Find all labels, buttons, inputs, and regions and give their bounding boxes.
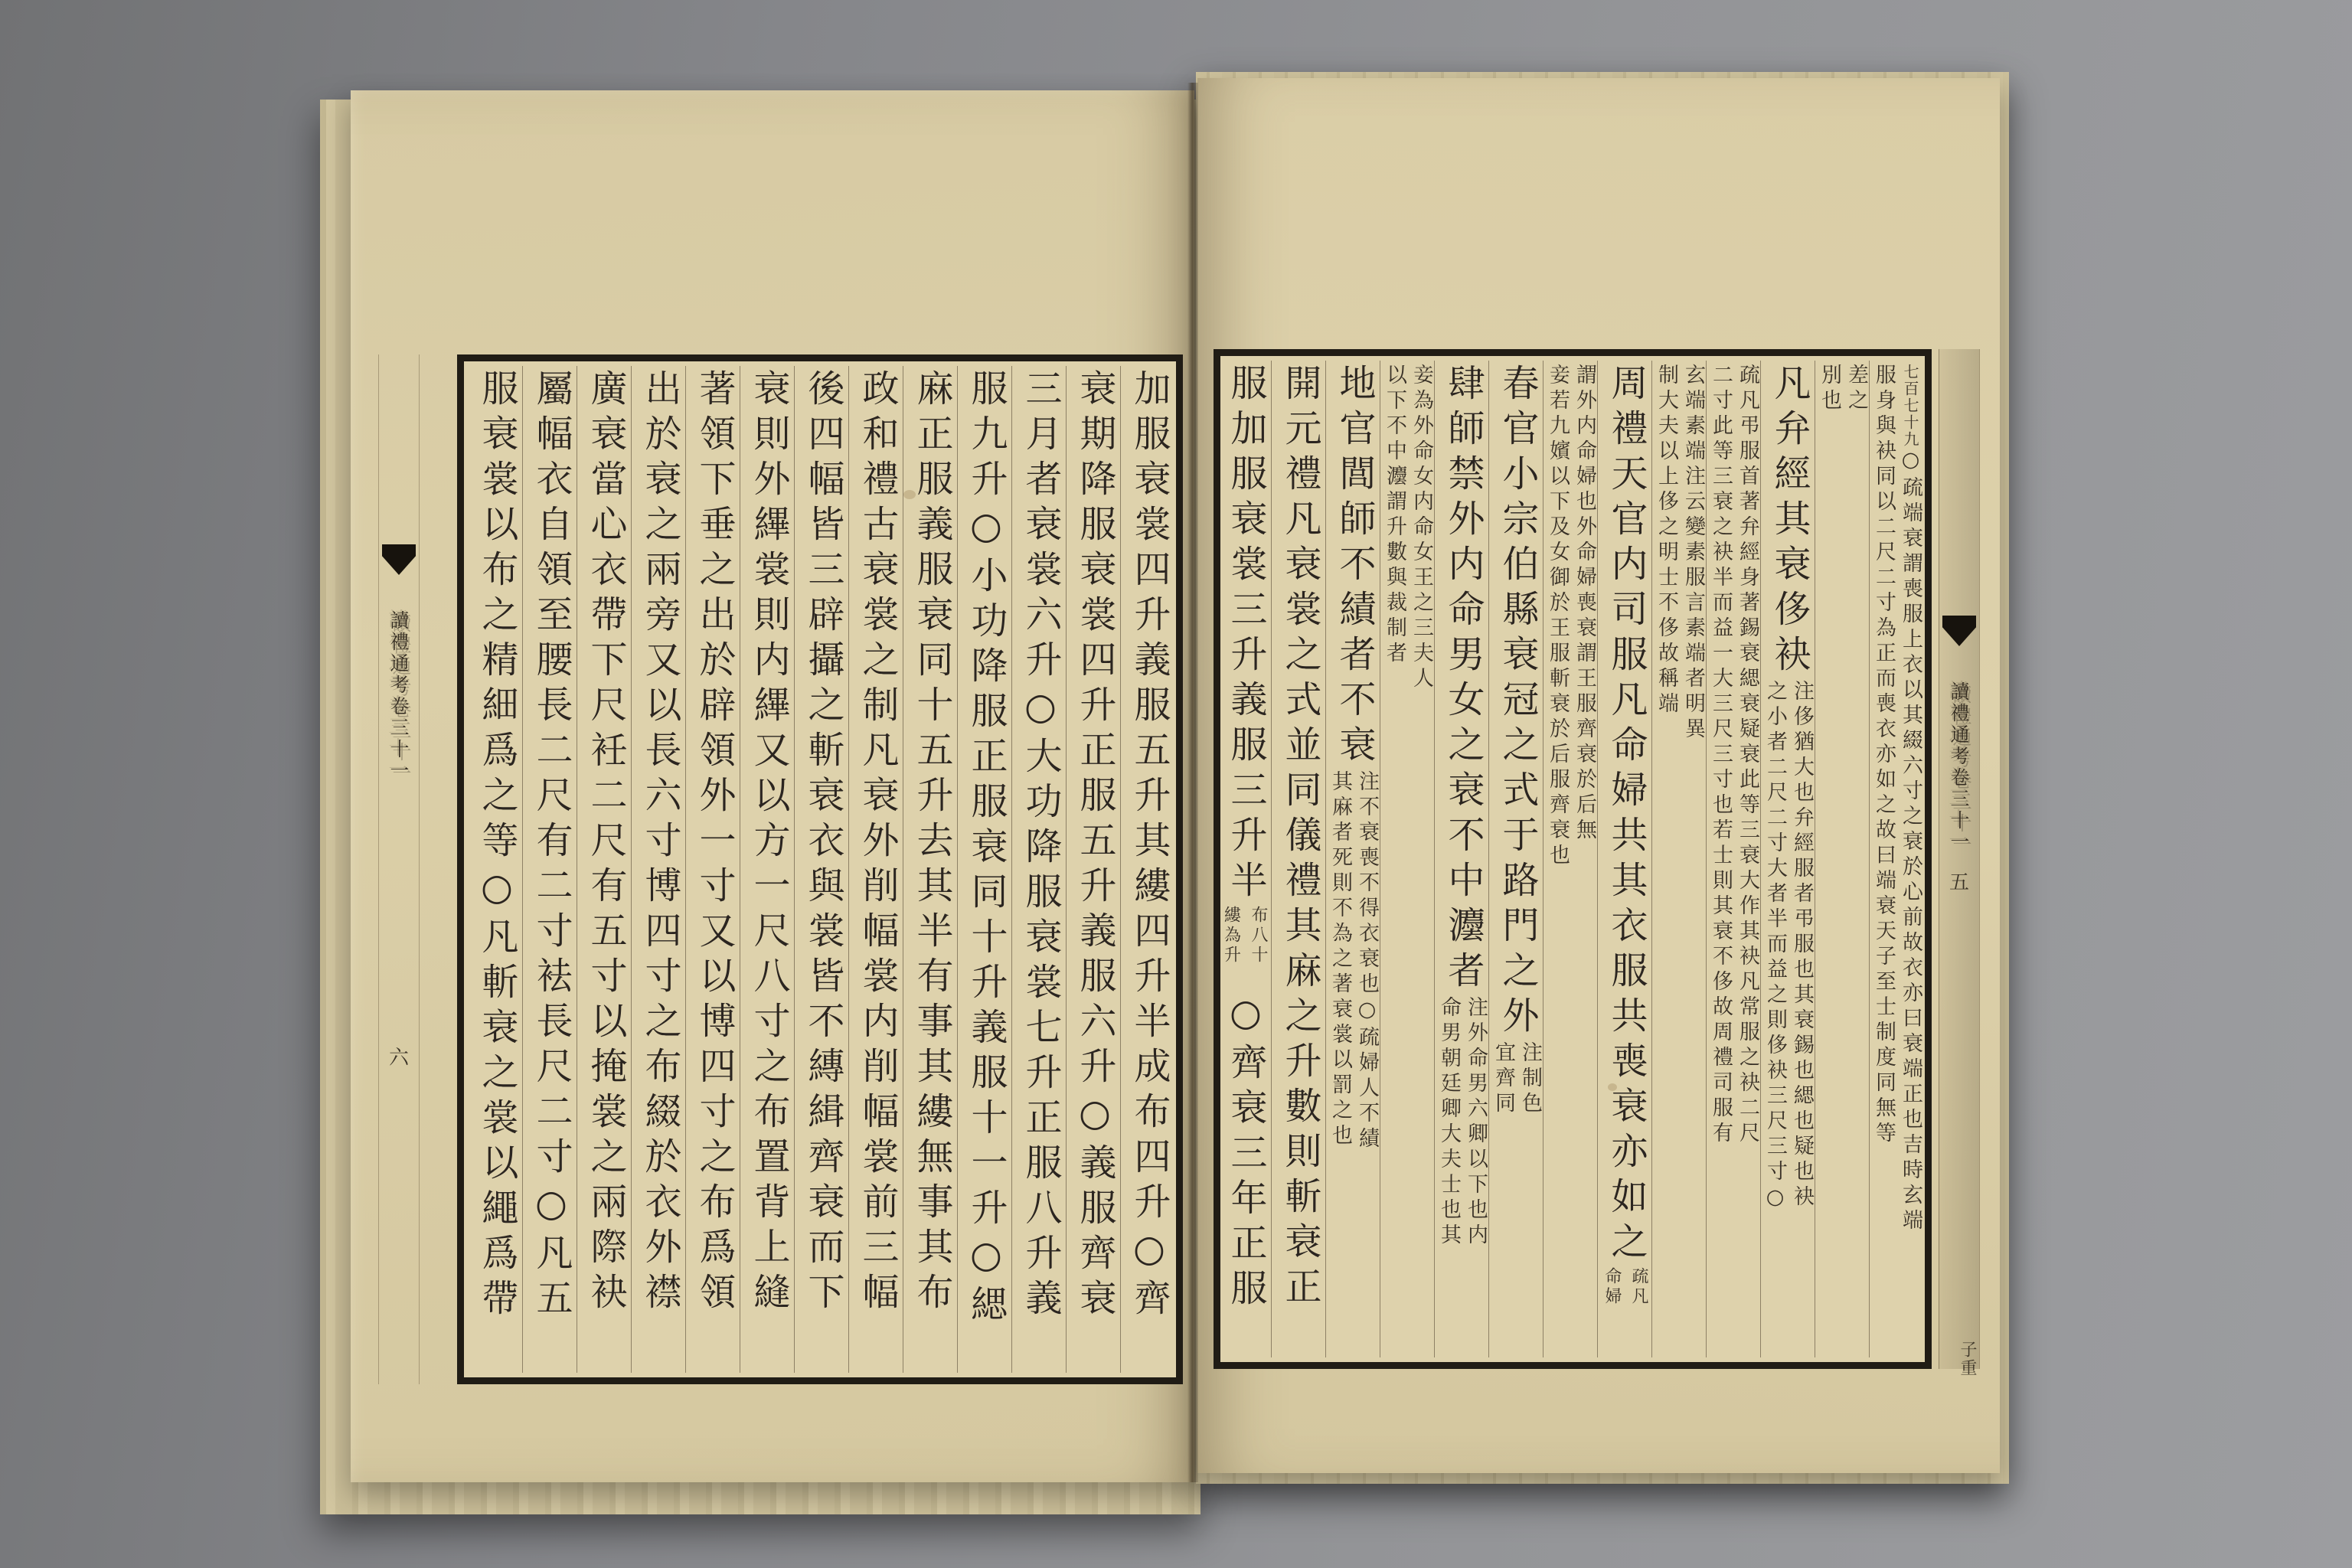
main-text: 凡弁經其衰侈袂 <box>1768 364 1811 680</box>
right-page-column-13 <box>1220 361 1271 1357</box>
interlinear-note <box>1761 680 1815 1246</box>
main-text: 出於衰之兩旁又以長六寸博四寸之布綴於衣外襟 <box>639 369 681 1318</box>
interlinear-note <box>1326 770 1380 1181</box>
main-text: 服加服衰裳三升義服三升半 <box>1224 364 1267 906</box>
note-subcolumn-left: 別也 <box>1818 364 1841 414</box>
note-subcolumn-right: 謂外内命婦也外命婦喪衰謂王服齊衰於后無 <box>1573 364 1596 844</box>
right-text-frame <box>1214 349 1932 1369</box>
interlinear-note <box>1707 364 1760 1357</box>
note-subcolumn-right: 七百七十九○疏端衰謂喪服上衣以其綴六寸之衰於心前故衣亦曰衰端正也吉時玄端 <box>1899 364 1922 1234</box>
main-text: 地官閭師不績者不衰 <box>1333 364 1376 770</box>
main-text: 後四幅皆三辟攝之斬衰衣與裳皆不縳緝齊衰而下 <box>802 369 844 1318</box>
volume-title: 讀禮通考卷三十一 <box>1948 681 1970 853</box>
note-subcolumn-left: 縷為升 <box>1221 906 1241 965</box>
note-subcolumn-right: 疏凡弔服首著弁經身著錫衰緦衰疑衰此等三衰大作其袂凡常服之袂二尺 <box>1736 364 1759 1147</box>
note-subcolumn-right: 注制色 <box>1518 1041 1542 1117</box>
left-page-column-11 <box>577 366 631 1373</box>
interlinear-note <box>1652 364 1706 1357</box>
main-text: 衰則外縪裳則内縪又以方一尺八寸之布置背上縫 <box>747 369 790 1318</box>
interlinear-note <box>1489 1041 1543 1139</box>
interlinear-note <box>1435 996 1488 1276</box>
left-page-column-4 <box>957 366 1011 1373</box>
note-subcolumn-left: 宜齊同 <box>1491 1041 1515 1117</box>
paper-blemish <box>1608 1083 1617 1091</box>
note-subcolumn-right: 玄端素端注云變素服言素端者明異 <box>1681 364 1705 743</box>
interlinear-note <box>1815 364 1869 1357</box>
main-text: 衰期降服衰裳四升正服五升義服六升○義服齊衰 <box>1073 369 1116 1324</box>
left-page-column-7 <box>794 366 848 1373</box>
main-text: 著領下垂之出於辟領外一寸又以博四寸之布爲領 <box>693 369 736 1318</box>
right-banxin-strip <box>1939 349 1980 1377</box>
main-text: 春官小宗伯縣衰冠之式于路門之外 <box>1496 364 1539 1041</box>
right-page-column-12 <box>1271 361 1325 1357</box>
note-subcolumn-left: 妾若九嬪以下及女御於王服斬衰於后服齊衰也 <box>1546 364 1570 869</box>
note-subcolumn-right: 布八十 <box>1249 906 1268 965</box>
note-subcolumn-left: 二寸此等三衰之袂半而益一大三尺三寸也若士則其衰不侈故周禮司服有 <box>1709 364 1733 1147</box>
note-subcolumn-left: 之小者二尺二寸大者半而益之則侈袂三尺三寸○ <box>1763 680 1787 1214</box>
note-subcolumn-left: 命婦 <box>1602 1267 1622 1307</box>
main-text: 肆師禁外内命男女之衰不中灋者 <box>1442 364 1485 996</box>
note-subcolumn-left: 其麻者死則不為之著衰裳以罰之也 <box>1328 770 1352 1149</box>
main-text: 服衰裳以布之精細爲之等○凡斬衰之裳以繩爲帶 <box>475 369 518 1324</box>
right-page-column-8 <box>1488 361 1543 1357</box>
leaf-number: 五 <box>1949 871 1969 894</box>
interlinear-note <box>1870 364 1923 1357</box>
left-page-column-1 <box>1120 366 1174 1373</box>
right-text-columns <box>1220 356 1925 1362</box>
left-page-column-2 <box>1066 366 1120 1373</box>
note-subcolumn-right: 注不衰喪不得衣衰也○疏婦人不績 <box>1355 770 1379 1152</box>
main-text: 政和禮古衰裳之制凡衰外削幅裳内削幅裳前三幅 <box>856 369 899 1318</box>
right-page-column-1 <box>1869 361 1923 1357</box>
left-page-column-13 <box>468 366 522 1373</box>
left-page-column-6 <box>848 366 903 1373</box>
book-spine-shadow <box>1187 83 1198 1482</box>
interlinear-tiny-note <box>1220 906 1271 991</box>
fishtail-icon <box>1942 616 1976 646</box>
main-text: 服九升○小功降服正服衰同十升義服十一升○緦 <box>965 369 1008 1330</box>
left-page-column-9 <box>685 366 740 1373</box>
main-text: 屬幅衣自領至腰長二尺有二寸袪長尺二寸○凡五 <box>530 369 573 1324</box>
note-subcolumn-right: 差之 <box>1844 364 1868 414</box>
note-subcolumn-left: 以下不中灋謂升數與裁制者 <box>1383 364 1406 667</box>
left-page-column-3 <box>1011 366 1066 1373</box>
fishtail-icon <box>382 544 416 575</box>
main-text: 三月者衰裳六升○大功降服衰裳七升正服八升義 <box>1019 369 1062 1324</box>
left-text-frame <box>457 354 1183 1384</box>
right-page-column-9 <box>1434 361 1488 1357</box>
paper-blemish <box>903 490 916 499</box>
main-text: 周禮天官内司服凡命婦共其衣服共喪衰亦如之 <box>1605 364 1648 1267</box>
left-page-column-10 <box>631 366 685 1373</box>
right-page-column-2 <box>1815 361 1869 1357</box>
note-subcolumn-right: 疏凡 <box>1629 1267 1648 1307</box>
right-page-column-10 <box>1380 361 1434 1357</box>
note-subcolumn-right: 注外命男六卿以下也内 <box>1464 996 1488 1249</box>
left-page-column-5 <box>903 366 957 1373</box>
interlinear-note <box>1380 364 1434 1357</box>
interlinear-tiny-note <box>1598 1267 1651 1353</box>
right-page-column-3 <box>1760 361 1815 1357</box>
printer-mark: 子重 <box>1958 1341 1977 1377</box>
main-text: 麻正服義服衰同十五升去其半有事其縷無事其布 <box>910 369 953 1318</box>
right-page-column-11 <box>1325 361 1380 1357</box>
folio-marker: 七百七十九 <box>1901 364 1919 448</box>
main-text: 廣衰當心衣帶下尺衽二尺有五寸以掩裳之兩際袂 <box>584 369 627 1318</box>
main-text: 加服衰裳四升義服五升其縷四升半成布四升○齊 <box>1128 369 1171 1324</box>
note-subcolumn-right: 妾為外命女内命女王之三夫人 <box>1410 364 1433 692</box>
right-page-column-4 <box>1706 361 1760 1357</box>
volume-title: 讀禮通考卷三十一 <box>387 610 410 782</box>
right-page-column-7 <box>1543 361 1597 1357</box>
right-page-column-5 <box>1651 361 1706 1357</box>
left-page-column-8 <box>740 366 794 1373</box>
leaf-number: 六 <box>388 1047 409 1070</box>
note-subcolumn-left: 制大夫以上侈之明士不侈故稱端 <box>1655 364 1678 717</box>
main-text: 開元禮凡衰裳之式並同儀禮其麻之升數則斬衰正 <box>1279 364 1321 1312</box>
interlinear-note <box>1544 364 1597 1357</box>
main-text: ○齊衰三年正服 <box>1224 991 1267 1314</box>
note-subcolumn-left: 命男朝廷卿大夫士也其 <box>1437 996 1461 1249</box>
left-banxin-strip <box>378 354 420 1384</box>
left-text-columns <box>464 361 1176 1377</box>
note-subcolumn-right: 注侈猶大也弁經服者弔服也其衰錫也緦也疑也袂 <box>1790 680 1814 1210</box>
note-subcolumn-left: 服身與袂同以二尺二寸為正而喪衣亦如之故曰端衰天子至士制度同無等 <box>1872 364 1896 1147</box>
right-page-column-6 <box>1597 361 1651 1357</box>
left-page-column-12 <box>522 366 577 1373</box>
